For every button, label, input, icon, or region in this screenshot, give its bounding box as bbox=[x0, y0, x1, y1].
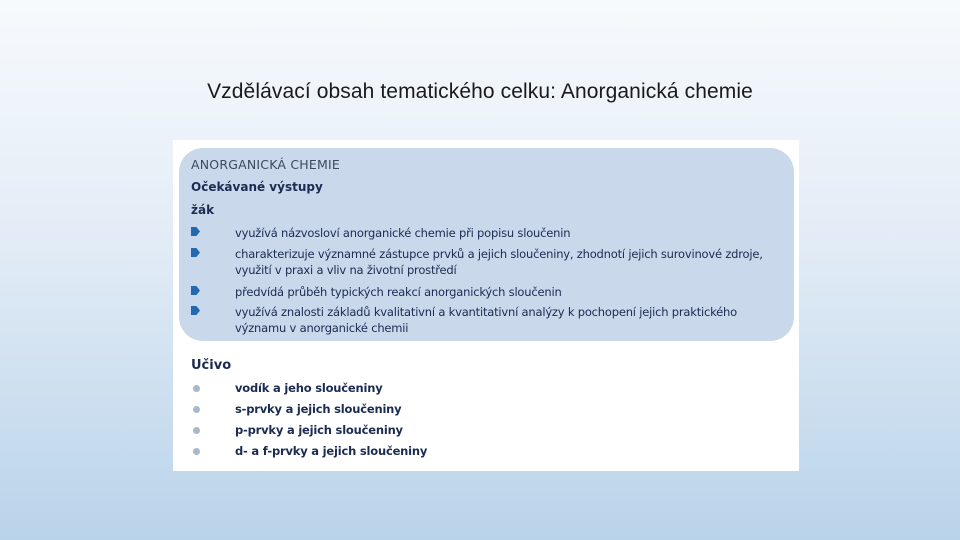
outcomes-subheading: Očekávané výstupy bbox=[191, 180, 323, 194]
ucivo-item bbox=[191, 381, 591, 397]
ucivo-item bbox=[191, 444, 591, 460]
arrow-bullet-icon bbox=[191, 227, 200, 236]
outcome-text: předvídá průběh typických reakcí anorganických sloučenin bbox=[235, 285, 562, 299]
dot-bullet-icon bbox=[193, 427, 200, 434]
ucivo-item-text: s-prvky a jejich sloučeniny bbox=[235, 402, 402, 416]
ucivo-heading: Učivo bbox=[191, 358, 232, 373]
arrow-bullet-icon bbox=[191, 306, 200, 315]
ucivo-item-text: d- a f-prvky a jejich sloučeniny bbox=[235, 444, 428, 458]
outcomes-panel bbox=[179, 148, 794, 341]
ucivo-item-text: vodík a jeho sloučeniny bbox=[235, 381, 383, 395]
outcome-text: charakterizuje významné zástupce prvků a jejich sloučeniny, zhodnotí jejich surovinové zdroje, využití v praxi a vliv na životní prostředí bbox=[235, 247, 763, 277]
arrow-bullet-icon bbox=[191, 286, 200, 295]
panel-heading: ANORGANICKÁ CHEMIE bbox=[191, 157, 340, 172]
arrow-bullet-icon bbox=[191, 248, 200, 257]
dot-bullet-icon bbox=[193, 385, 200, 392]
subject-label: žák bbox=[191, 203, 215, 217]
ucivo-item bbox=[191, 423, 591, 439]
ucivo-item bbox=[191, 402, 591, 418]
slide-title: Vzdělávací obsah tematického celku: Anorganická chemie bbox=[207, 80, 753, 103]
curriculum-card bbox=[173, 140, 799, 471]
dot-bullet-icon bbox=[193, 448, 200, 455]
dot-bullet-icon bbox=[193, 406, 200, 413]
outcome-text: využívá názvosloví anorganické chemie při popisu sloučenin bbox=[235, 226, 571, 240]
outcome-text: využívá znalosti základů kvalitativní a kvantitativní analýzy k pochopení jejich praktického významu v anorganické chemii bbox=[235, 305, 737, 335]
ucivo-item-text: p-prvky a jejich sloučeniny bbox=[235, 423, 403, 437]
